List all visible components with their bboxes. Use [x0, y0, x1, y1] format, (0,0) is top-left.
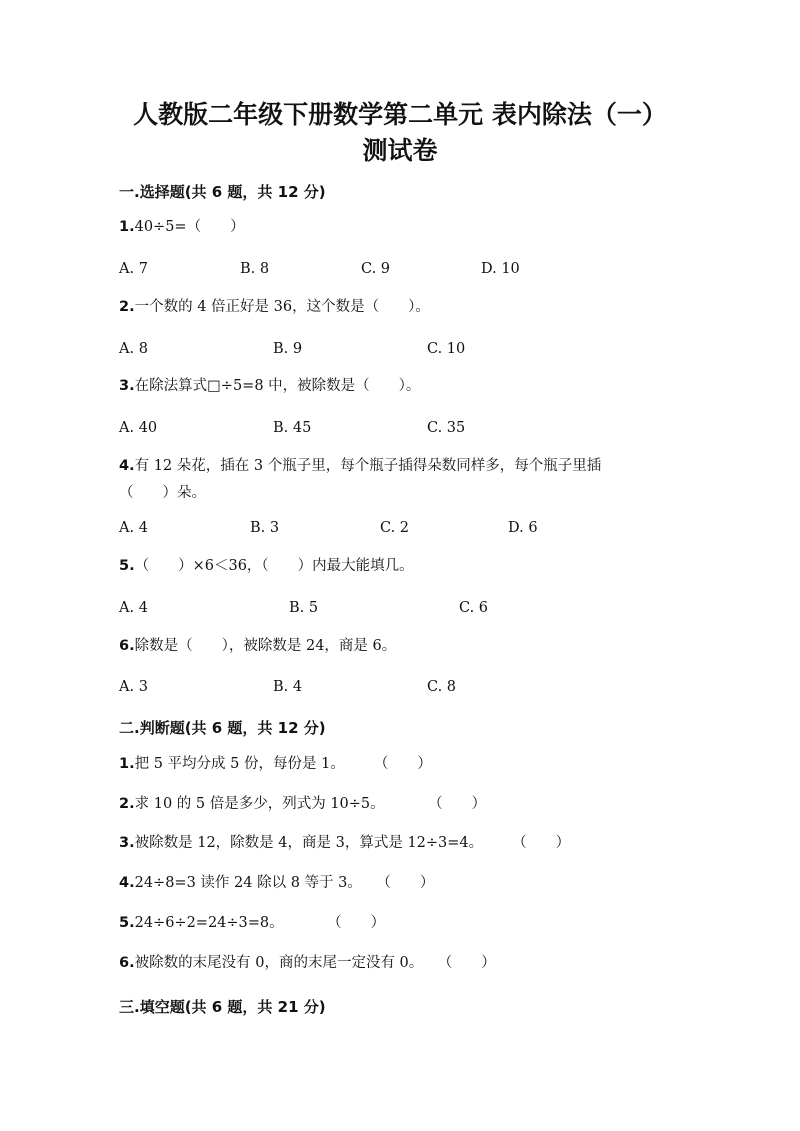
question-choice-5 [119, 553, 699, 580]
question-judgment-2 [119, 791, 699, 818]
question-number: 1. [119, 219, 135, 235]
question-number: 2. [119, 299, 135, 315]
option-c: C. 8 [427, 679, 457, 695]
section-heading-choice: 一.选择题(共 6 题，共 12 分) [119, 183, 326, 201]
option-b: B. 4 [273, 679, 303, 695]
question-number: 3. [119, 835, 135, 851]
question-choice-2 [119, 294, 699, 321]
option-c: C. 2 [380, 520, 410, 536]
question-number: 5. [119, 558, 135, 574]
page-title: 人教版二年级下册数学第二单元 表内除法（一） [133, 100, 667, 129]
question-text: （ ）×6＜36，（ ）内最大能填几。 [134, 558, 414, 574]
question-choice-4 [119, 453, 639, 507]
option-b: B. 8 [240, 261, 270, 277]
question-judgment-4 [119, 870, 699, 897]
option-c: C. 6 [459, 600, 489, 616]
question-text: 被除数的末尾没有 0，商的末尾一定没有 0。 （ ） [134, 955, 496, 971]
option-d: D. 10 [481, 261, 520, 277]
question-text: 24÷8=3 读作 24 除以 8 等于 3。 （ ） [134, 875, 435, 891]
question-text: 一个数的 4 倍正好是 36，这个数是（ ）。 [134, 299, 430, 315]
option-c: C. 35 [427, 420, 466, 436]
question-number: 4. [119, 458, 135, 474]
option-a: A. 4 [119, 520, 148, 536]
section-heading-judgment: 二.判断题(共 6 题，共 12 分) [119, 719, 326, 737]
question-text: 在除法算式□÷5=8 中，被除数是（ ）。 [134, 378, 421, 394]
option-c: C. 9 [361, 261, 391, 277]
option-a: A. 4 [119, 600, 148, 616]
question-text: 40÷5=（ ） [134, 219, 245, 235]
page-subtitle: 测试卷 [362, 136, 438, 165]
question-judgment-1 [119, 751, 699, 778]
option-b: B. 45 [273, 420, 312, 436]
question-judgment-3 [119, 830, 699, 857]
question-number: 1. [119, 756, 135, 772]
question-judgment-5 [119, 910, 699, 937]
option-a: A. 3 [119, 679, 148, 695]
question-choice-6 [119, 633, 699, 660]
option-a: A. 8 [119, 341, 148, 357]
option-d: D. 6 [508, 520, 538, 536]
option-a: A. 7 [119, 261, 148, 277]
question-number: 3. [119, 378, 135, 394]
question-text: 把 5 平均分成 5 份，每份是 1。 （ ） [134, 756, 432, 772]
question-number: 6. [119, 955, 135, 971]
question-text: 求 10 的 5 倍是多少，列式为 10÷5。 （ ） [134, 796, 487, 812]
option-b: B. 9 [273, 341, 303, 357]
question-text: 被除数是 12，除数是 4，商是 3，算式是 12÷3=4。 （ ） [134, 835, 571, 851]
question-choice-3 [119, 373, 699, 400]
option-c: C. 10 [427, 341, 466, 357]
question-number: 5. [119, 915, 135, 931]
option-b: B. 5 [289, 600, 319, 616]
question-text: 除数是（ ），被除数是 24，商是 6。 [134, 638, 397, 654]
question-text: 24÷6÷2=24÷3=8。 （ ） [134, 915, 386, 931]
question-text: 有 12 朵花，插在 3 个瓶子里，每个瓶子插得朵数同样多，每个瓶子里插（ ）朵。 [119, 458, 602, 501]
option-a: A. 40 [119, 420, 158, 436]
section-heading-fill-blank: 三.填空题(共 6 题，共 21 分) [119, 998, 326, 1016]
question-number: 6. [119, 638, 135, 654]
question-number: 2. [119, 796, 135, 812]
question-number: 4. [119, 875, 135, 891]
question-judgment-6 [119, 950, 699, 977]
option-b: B. 3 [250, 520, 280, 536]
question-choice-1 [119, 214, 699, 241]
